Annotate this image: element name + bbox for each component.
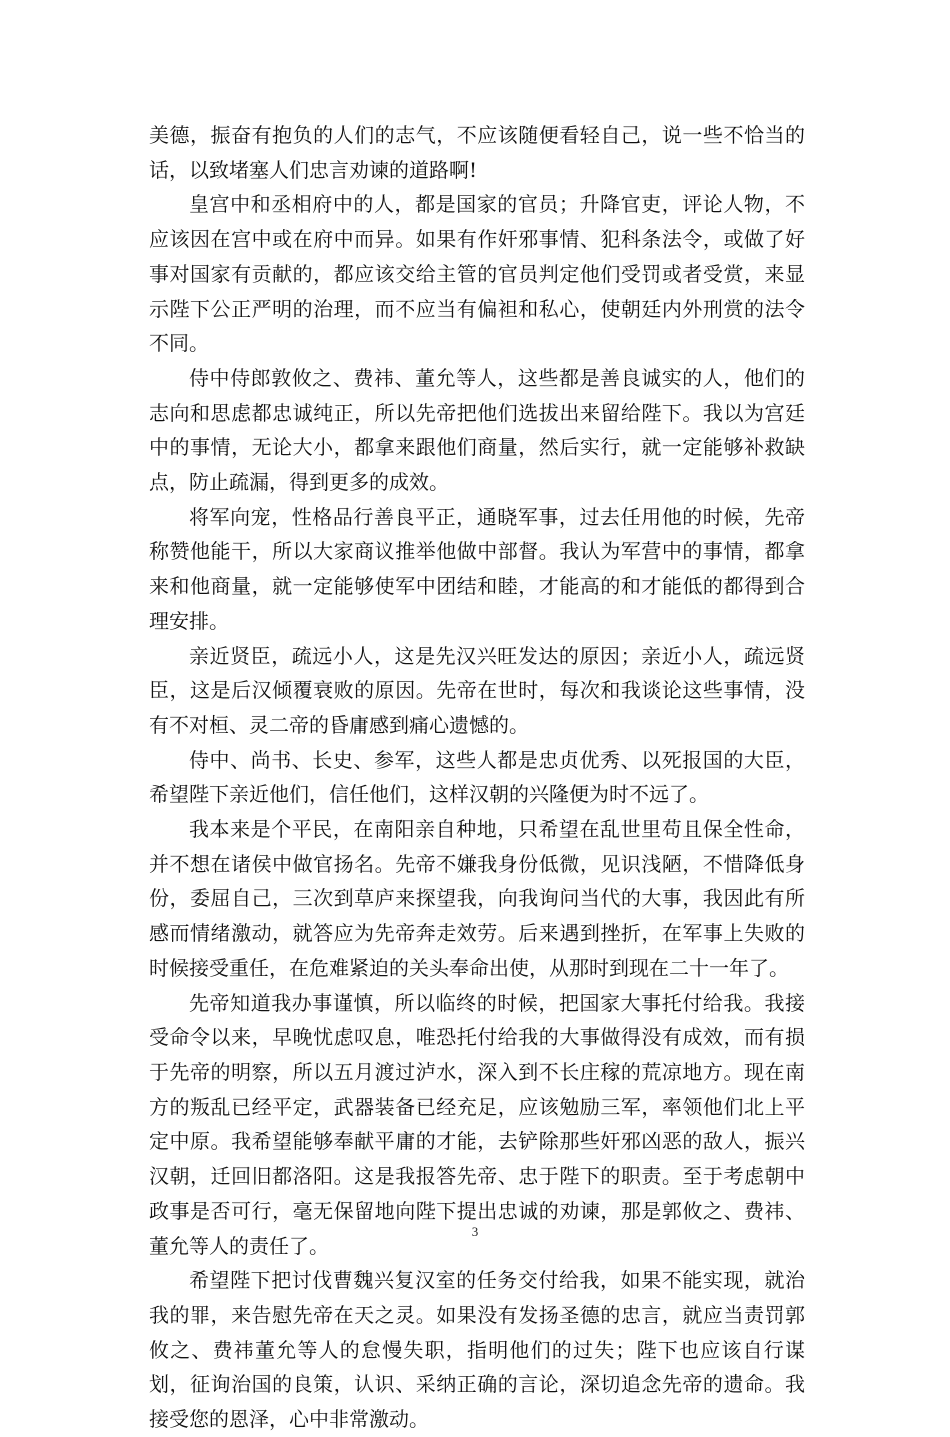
page-number: 3 <box>471 1224 479 1239</box>
paragraph-worthy-ministers: 亲近贤臣，疏远小人，这是先汉兴旺发达的原因；亲近小人，疏远贤臣，这是后汉倾覆衰败的原因。先帝在世时，每次和我谈论这些事情，没有不对桓、灵二帝的昏庸感到痛心遗憾的。 <box>149 643 805 737</box>
paragraph-loyal-ministers: 侍中、尚书、长史、参军，这些人都是忠贞优秀、以死报国的大臣，希望陛下亲近他们，信任他们，这样汉朝的兴隆便为时不远了。 <box>149 747 805 807</box>
paragraph-attendants: 侍中侍郎敦攸之、费祎、董允等人，这些都是善良诚实的人，他们的志向和思虑都忠诚纯正，所以先帝把他们选拔出来留给陛下。我以为宫廷中的事情，无论大小，都拿来跟他们商量，然后实行，就一定能够补救缺点，防止疏漏，得到更多的成效。 <box>149 365 805 495</box>
paragraph-continuation: 美德，振奋有抱负的人们的志气，不应该随便看轻自己，说一些不恰当的话，以致堵塞人们忠言劝谏的道路啊! <box>149 123 805 182</box>
paragraph-general-xiang-chong: 将军向宠，性格品行善良平正，通晓军事，过去任用他的时候，先帝称赞他能干，所以大家商议推举他做中部督。我认为军营中的事情，都拿来和他商量，就一定能够使军中团结和睦，才能高的和才能低的都得到合理安排。 <box>149 504 805 633</box>
paragraph-commoner: 我本来是个平民，在南阳亲自种地，只希望在乱世里苟且保全性命，并不想在诸侯中做官扬名。先帝不嫌我身份低微，见识浅陋，不惜降低身份，委屈自己，三次到草庐来探望我，向我询问当代的大事，我因此有所感而情绪激动，就答应为先帝奔走效劳。后来遇到挫折，在军事上失败的时候接受重任，在危难紧迫的关头奉命出使，从那时到现在二十一年了。 <box>149 817 805 980</box>
paragraph-entrusted-affairs: 先帝知道我办事谨慎，所以临终的时候，把国家大事托付给我。我接受命令以来，早晚忧虑叹息，唯恐托付给我的大事做得没有成效，而有损于先帝的明察，所以五月渡过泸水，深入到不长庄稼的荒凉地方。现在南方的叛乱已经平定，武器装备已经充足，应该勉励三军，率领他们北上平定中原。我希望能够奉献平庸的才能，去铲除那些奸邪凶恶的敌人，振兴汉朝，迁回旧都洛阳。这是我报答先帝、忠于陛下的职责。至于考虑朝中政事是否可行，毫无保留地向陛下提出忠诚的劝谏，那是郭攸之、费祎、董允等人的责任了。 <box>149 990 805 1258</box>
paragraph-final-request: 希望陛下把讨伐曹魏兴复汉室的任务交付给我，如果不能实现，就治我的罪，来告慰先帝在天之灵。如果没有发扬圣德的忠言，就应当责罚郭攸之、费祎董允等人的怠慢失职，指明他们的过失；陛下也应该自行谋划，征询治国的良策，认识、采纳正确的言论，深切追念先帝的遗命。我接受您的恩泽，心中非常激动。 <box>149 1268 805 1432</box>
paragraph-palace-officials: 皇宫中和丞相府中的人，都是国家的官员；升降官吏，评论人物，不应该因在宫中或在府中而异。如果有作奸邪事情、犯科条法令，或做了好事对国家有贡献的，都应该交给主管的官员判定他们受罚或者受赏，来显示陛下公正严明的治理，而不应当有偏袒和私心，使朝廷内外刑赏的法令不同。 <box>149 192 805 356</box>
